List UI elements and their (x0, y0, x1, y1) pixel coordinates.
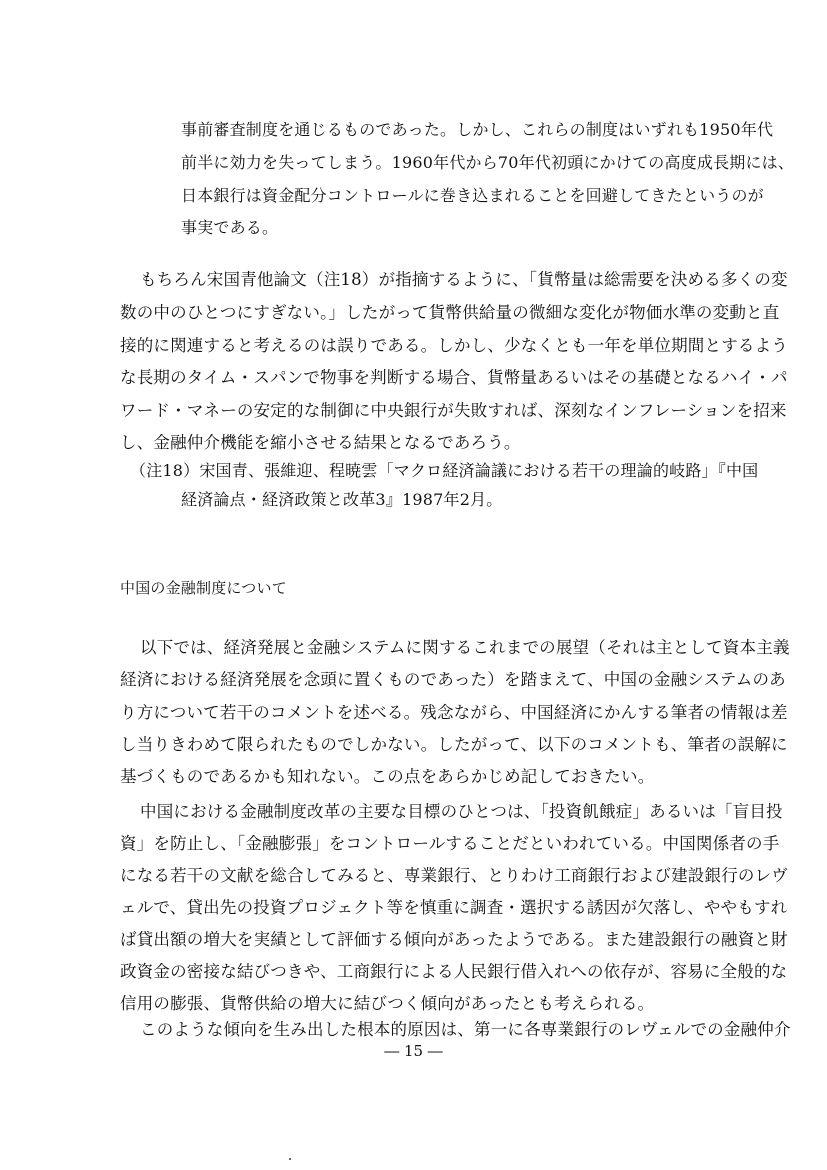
paragraph-line: 数の中のひとつにすぎない。」したがって貨幣供給量の微細な変化が物価水準の変動と直 (120, 303, 780, 322)
footnote-line: （注18）宋国青、張維迎、程暁雲「マクロ経済論議における若干の理論的岐路」『中国 (130, 461, 759, 480)
paragraph-line: このような傾向を生み出した根本的原因は、第一に各専業銀行のレヴェルでの金融仲介 (140, 1020, 791, 1039)
quote-line: 事実である。 (181, 218, 279, 237)
paragraph-line: 経済における経済発展を念頭に置くものであった）を踏まえて、中国の金融システムのあ (120, 670, 786, 689)
paragraph-line: 信用の膨張、貨幣供給の増大に結びつく傾向があったとも考えられる。 (120, 994, 655, 1013)
paragraph-line: ワード・マネーの安定的な制御に中央銀行が失敗すれば、深刻なインフレーションを招来 (120, 401, 787, 420)
paragraph-line: になる若干の文献を総合してみると、専業銀行、とりわけ工商銀行および建設銀行のレヴ (120, 866, 788, 885)
paragraph-line: な長期のタイム・スパンで物事を判断する場合、貨幣量あるいはその基礎となるハイ・パ (120, 368, 788, 387)
quote-line: 前半に効力を失ってしまう。1960年代から70年代初頭にかけての高度成長期には、 (181, 153, 795, 172)
paragraph-line: し当りきわめて限られたものでしかない。したがって、以下のコメントも、筆者の誤解に (120, 735, 788, 754)
paragraph-line: 基づくものであるかも知れない。この点をあらかじめ記しておきたい。 (120, 767, 655, 786)
paragraph-line: 政資金の密接な結びつきや、工商銀行による人民銀行借入れへの依存が、容易に全般的な (120, 962, 788, 981)
paragraph-line: ェルで、貸出先の投資プロジェクト等を慎重に調査・選択する誘因が欠落し、ややもすれ (120, 898, 788, 917)
section-heading: 中国の金融制度について (120, 579, 287, 597)
paragraph-line: ば貸出額の増大を実績として評価する傾向があったようである。また建設銀行の融資と財 (120, 930, 788, 949)
footnote-line: 経済論点・経済政策と改革3』1987年2月。 (181, 490, 503, 509)
paragraph-line: 接的に関連すると考えるのは誤りである。しかし、少なくとも一年を単位期間とするよう (120, 336, 788, 355)
paragraph-line: り方について若干のコメントを述べる。残念ながら、中国経済にかんする筆者の情報は差 (120, 703, 788, 722)
paragraph-line: もちろん宋国青他論文（注18）が指摘するように、「貨幣量は総需要を決める多くの変 (140, 270, 788, 289)
page-number: ― 15 ― (384, 1042, 443, 1060)
quote-line: 事前審査制度を通じるものであった。しかし、これらの制度はいずれも1950年代 (181, 120, 774, 139)
quote-line: 日本銀行は資金配分コントロールに巻き込まれることを回避してきたというのが (181, 186, 764, 205)
paragraph-line: 中国における金融制度改革の主要な目標のひとつは、「投資飢餓症」あるいは「盲目投 (140, 802, 783, 821)
paragraph-line: 以下では、経済発展と金融システムに関するこれまでの展望（それは主として資本主義 (140, 638, 790, 657)
paragraph-line: し、金融仲介機能を縮小させる結果となるであろう。 (120, 433, 521, 452)
scan-speck (289, 1158, 291, 1160)
paragraph-line: 資」を防止し、「金融膨張」をコントロールすることだといわれている。中国関係者の手 (120, 834, 780, 853)
